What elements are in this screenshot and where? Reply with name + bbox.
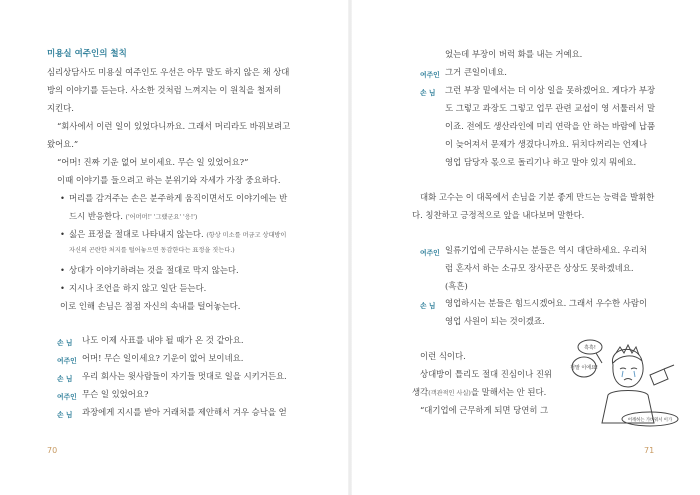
dialogue-line: 럼 혼자서 하는 소규모 장사꾼은 상상도 못하겠네요.	[445, 263, 634, 273]
quote-line: 왔어요.”	[47, 139, 79, 149]
dialogue-line: 그거 큰일이네요.	[445, 67, 507, 77]
page-number: 71	[644, 446, 655, 455]
dialogue-line: 우리 회사는 윗사람들이 자기들 멋대로 일을 시키거든요.	[82, 371, 287, 381]
bullet-text: 지시나 조언을 하지 않고 일단 듣는다.	[69, 283, 207, 293]
bullet-note: 자신의 곤란한 처지를 털어놓으면 동감한다는 표정을 짓는다.)	[69, 247, 235, 254]
paragraph-text: 을 말해서는 안 된다.	[470, 387, 547, 397]
bullet-text: 머리를 감겨주는 손은 분주하게 움직이면서도 이야기에는 반	[69, 193, 288, 203]
section-heading: 미용실 여주인의 철칙	[47, 49, 127, 59]
paragraph-line: 이때 이야기를 들으려고 하는 분위기와 자세가 가장 중요하다.	[57, 175, 281, 185]
speaker-tag: 손 님	[57, 339, 73, 347]
dialogue-line: 었는데 부장이 버럭 화를 내는 거예요.	[445, 49, 583, 59]
dialogue-line: 과장에게 지시를 받아 거래처를 제안해서 겨우 승낙을 얻	[82, 407, 287, 417]
speaker-tag: 여주인	[57, 393, 77, 401]
page-number: 70	[47, 446, 58, 455]
paragraph-line: 다. 칭찬하고 긍정적으로 앞을 내다보며 말한다.	[412, 210, 585, 220]
paragraph-line: 이런 식이다.	[420, 351, 466, 361]
speaker-tag: 여주인	[420, 249, 440, 257]
speaker-tag: 손 님	[57, 375, 73, 383]
bubble-text: 흑흑!	[584, 345, 596, 351]
dialogue-line: 영업 담당자 몫으로 돌리기나 하고 말야 있지 뭐에요.	[445, 157, 637, 167]
caption-text: 어깨허는 가벼워서 이가	[627, 418, 673, 423]
dialogue-line: 영업 사원이 되는 것이겠죠.	[445, 316, 545, 326]
speaker-tag: 손 님	[420, 302, 436, 310]
bullet-text: 상대가 이야기하려는 것을 절대로 막지 않는다.	[69, 265, 239, 275]
speaker-tag: 여주인	[420, 71, 440, 79]
paragraph-line	[412, 388, 546, 397]
customer-crying-illustration	[568, 335, 680, 430]
paragraph-line: “대기업에 근무하게 되면 당연히 그	[420, 405, 549, 415]
bullet-main: 싫은 표정을 절대로 나타내지 않는다.	[69, 229, 204, 239]
dialogue-line: 나도 이제 사표를 내야 될 때가 온 것 같아요.	[82, 335, 244, 345]
paragraph-line: 방의 이야기를 듣는다. 사소한 것처럼 느껴지는 이 원칙을 철저히	[47, 85, 282, 95]
bullet-dot: •	[60, 193, 65, 203]
bullet-note: ('어머머!' '그랬군요' '응!')	[125, 214, 198, 221]
dialogue-line: 이죠. 전에도 생산라인에 미리 연락을 안 하는 바람에 납품	[445, 121, 656, 131]
dialogue-line: 무슨 일 있었어요?	[82, 389, 149, 399]
bullet-text	[69, 230, 286, 239]
bullet-dot: •	[60, 265, 65, 275]
paragraph-line: 지킨다.	[47, 103, 74, 113]
speaker-tag: 손 님	[420, 89, 436, 97]
paragraph-line: 심리상담사도 미용실 여주인도 우선은 아무 말도 하지 않은 채 상대	[47, 67, 290, 77]
quote-line: “회사에서 이런 일이 있었다니까요. 그래서 머리라도 바꿔보려고	[57, 121, 291, 131]
head-shape	[612, 349, 643, 387]
dialogue-line: 그런 부장 밑에서는 더 이상 일을 못하겠어요. 게다가 부장	[445, 85, 656, 95]
bullet-note: (항상 미소를 머금고 상대방이	[206, 232, 287, 239]
speaker-tag: 여주인	[57, 357, 77, 365]
speaker-tag: 손 님	[57, 411, 73, 419]
bullet-text-cont: 드시 반응한다.	[69, 211, 123, 221]
bullet-dot: •	[60, 283, 65, 293]
paragraph-note: (객관적인 사실)	[428, 390, 471, 397]
dialogue-line: (흑흔)	[445, 281, 468, 291]
paragraph-line: 이로 인해 손님은 점점 자신의 속내를 털어놓는다.	[60, 301, 241, 311]
paragraph-text: 생각	[412, 387, 429, 397]
bubble-text: 정말 이에요!	[570, 365, 598, 371]
dialogue-line: 이 늦어져서 문제가 생겼다니까요. 뒤치다꺼리는 언제나	[445, 139, 648, 149]
paragraph-line: 상대방이 틀리도 절대 진심이나 진위	[420, 369, 553, 379]
dialogue-line: 도 그렇고 과장도 그렇고 업무 관련 교섭이 영 서툴러서 말	[445, 103, 656, 113]
bullet-text	[69, 212, 197, 221]
bullet-dot: •	[60, 229, 65, 239]
dialogue-line: 어머! 무슨 일이세요? 기운이 없어 보이네요.	[82, 353, 244, 363]
dialogue-line: 영업하시는 분들은 힘드시겠어요. 그래서 우수한 사람이	[445, 298, 648, 308]
dialogue-line: 일류기업에 근무하시는 분들은 역시 대단하세요. 우리처	[445, 245, 648, 255]
quote-line: “어머! 진짜 기운 없어 보이세요. 무슨 일 있었어요?”	[57, 157, 249, 167]
paragraph-line: 대화 고수는 이 대목에서 손님을 기분 좋게 만드는 능력을 발휘한	[420, 192, 655, 202]
